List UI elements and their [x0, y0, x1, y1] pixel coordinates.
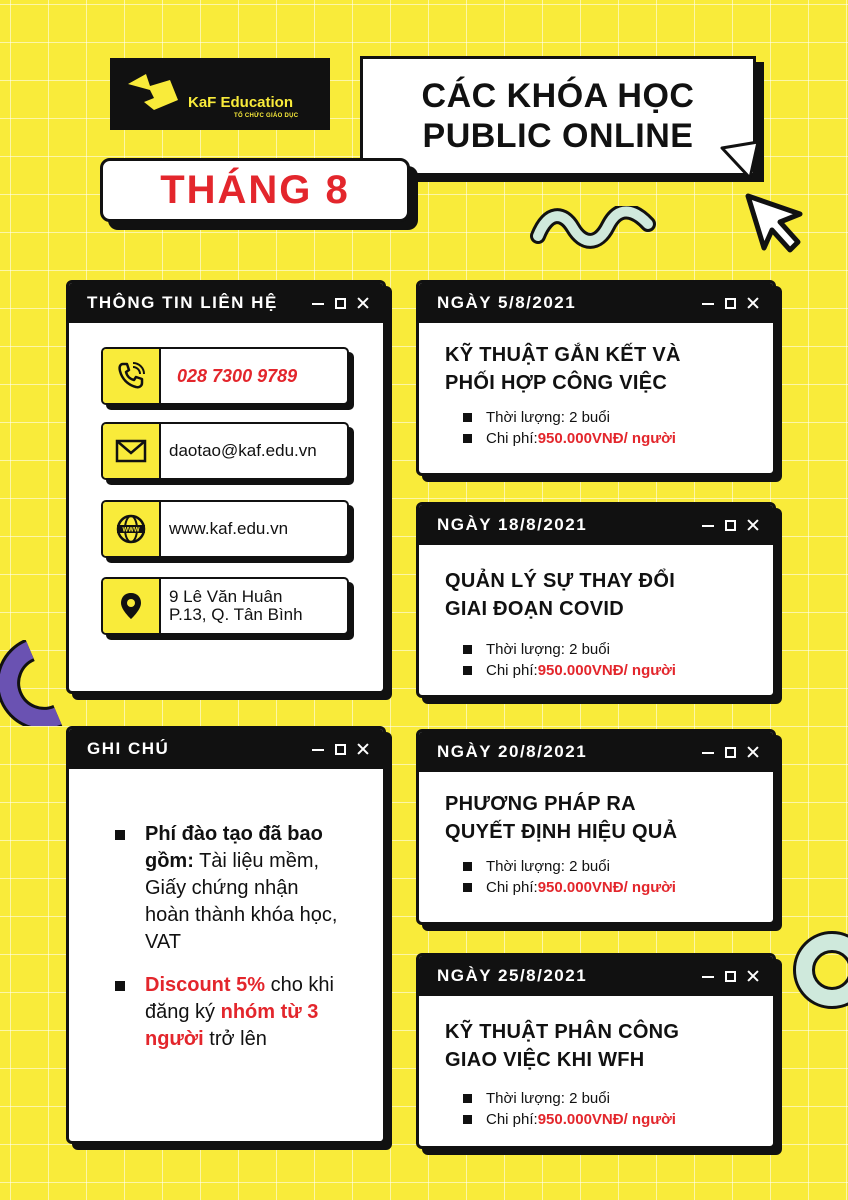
window-controls: [312, 297, 369, 309]
course-window: [416, 502, 776, 698]
course-cost-item: [463, 660, 773, 681]
address-text: [161, 588, 303, 624]
course-details: [445, 856, 773, 898]
window-controls: [702, 519, 759, 531]
website-url: www.kaf.edu.vn: [169, 519, 289, 538]
website-row[interactable]: [101, 500, 349, 558]
contact-window-titlebar: [69, 283, 383, 323]
note-item-tail: trở lên: [203, 1028, 267, 1050]
maximize-icon[interactable]: [335, 298, 346, 309]
course-name-line-2: QUYẾT ĐỊNH HIỆU QUẢ: [445, 821, 678, 843]
course-name-line-1: KỸ THUẬT PHÂN CÔNG: [445, 1021, 680, 1043]
note-item-text: [145, 972, 343, 1053]
squiggle-decoration: [528, 206, 658, 250]
maximize-icon[interactable]: [725, 971, 736, 982]
course-duration: Thời lượng: 2 buổi: [486, 1090, 610, 1107]
course-window-titlebar: [419, 956, 773, 996]
course-duration-item: [463, 856, 773, 877]
course-window-titlebar: [419, 732, 773, 772]
course-body: [419, 996, 773, 1130]
maximize-icon[interactable]: [725, 520, 736, 531]
notes-window-title: GHI CHÚ: [87, 739, 170, 758]
course-duration: Thời lượng: 2 buổi: [486, 641, 610, 658]
note-item: [115, 821, 343, 956]
course-duration-item: [463, 407, 773, 428]
notes-window: [66, 726, 386, 1144]
course-cost-label: Chi phí:: [486, 1111, 538, 1128]
note-item-text: [145, 821, 341, 956]
course-date: NGÀY 18/8/2021: [437, 515, 588, 534]
course-duration: Thời lượng: 2 buổi: [486, 409, 610, 426]
svg-text:WWW: WWW: [122, 527, 140, 534]
maximize-icon[interactable]: [335, 744, 346, 755]
window-controls: [312, 743, 369, 755]
course-body: [419, 772, 773, 898]
logo-tagline: TỔ CHỨC GIÁO DỤC: [234, 113, 299, 119]
month-label: THÁNG 8: [100, 158, 410, 222]
bullet: [115, 981, 125, 991]
course-details: [445, 407, 773, 449]
minimize-icon[interactable]: [702, 519, 714, 531]
bullet: [115, 830, 125, 840]
course-cost-value: 950.000VNĐ/ người: [537, 430, 676, 447]
close-icon[interactable]: [747, 297, 759, 309]
note-item-body: cho khi đăng ký: [145, 974, 334, 1023]
minimize-icon[interactable]: [702, 970, 714, 982]
globe-icon: [103, 502, 161, 556]
course-window: [416, 280, 776, 476]
close-icon[interactable]: [357, 297, 369, 309]
course-cost-item: [463, 877, 773, 898]
email-address: daotao@kaf.edu.vn: [169, 441, 317, 460]
kaf-logo: [110, 58, 330, 130]
note-item-body: Tài liệu mềm, Giấy chứng nhận hoàn thành khóa học, VAT: [145, 850, 338, 953]
phone-row[interactable]: [101, 347, 349, 405]
course-date: NGÀY 25/8/2021: [437, 966, 588, 985]
course-window-titlebar: [419, 283, 773, 323]
course-body: [419, 323, 773, 449]
email-row[interactable]: [101, 422, 349, 480]
notes-body: [69, 769, 383, 1053]
course-cost-item: [463, 428, 773, 449]
title-line-2: PUBLIC ONLINE: [422, 117, 694, 155]
course-details: [445, 1088, 773, 1130]
bullet: [463, 434, 472, 443]
bullet: [463, 1094, 472, 1103]
phone-icon: [103, 349, 161, 403]
course-details: [445, 639, 773, 681]
bullet: [463, 666, 472, 675]
close-icon[interactable]: [357, 743, 369, 755]
course-window-titlebar: [419, 505, 773, 545]
maximize-icon[interactable]: [725, 747, 736, 758]
window-controls: [702, 297, 759, 309]
bullet: [463, 862, 472, 871]
course-name-line-1: QUẢN LÝ SỰ THAY ĐỔI: [445, 570, 676, 592]
course-cost-label: Chi phí:: [486, 662, 538, 679]
location-pin-icon: [103, 579, 161, 633]
course-duration: Thời lượng: 2 buổi: [486, 858, 610, 875]
bullet: [463, 1115, 472, 1124]
bullet: [463, 883, 472, 892]
logo-brand: KaF Education: [188, 94, 294, 111]
close-icon[interactable]: [747, 970, 759, 982]
course-cost-label: Chi phí:: [486, 879, 538, 896]
course-duration-item: [463, 1088, 773, 1109]
close-icon[interactable]: [747, 746, 759, 758]
course-name-line-2: PHỐI HỢP CÔNG VIỆC: [445, 372, 668, 394]
cursor-icon: [742, 190, 808, 256]
ring-decoration-mint: [786, 928, 848, 1012]
course-cost-value: 950.000VNĐ/ người: [537, 662, 676, 679]
minimize-icon[interactable]: [312, 743, 324, 755]
bullet: [463, 645, 472, 654]
course-name-line-1: PHƯƠNG PHÁP RA: [445, 793, 636, 815]
bullet: [463, 413, 472, 422]
maximize-icon[interactable]: [725, 298, 736, 309]
course-cost-value: 950.000VNĐ/ người: [537, 879, 676, 896]
course-name-line-2: GIAI ĐOẠN COVID: [445, 598, 624, 620]
kaf-logo-mark-icon: [124, 70, 184, 116]
note-discount: Discount 5%: [145, 974, 266, 996]
minimize-icon[interactable]: [702, 297, 714, 309]
course-name-line-1: KỸ THUẬT GẮN KẾT VÀ: [445, 344, 681, 366]
notes-window-titlebar: [69, 729, 383, 769]
address-line-1: 9 Lê Văn Huân: [169, 587, 283, 606]
course-date: NGÀY 20/8/2021: [437, 742, 588, 761]
window-controls: [702, 970, 759, 982]
note-item-bold: Phí đào tạo đã bao gồm:: [145, 823, 323, 872]
course-cost-value: 950.000VNĐ/ người: [537, 1111, 676, 1128]
mail-icon: [103, 424, 161, 478]
course-name-line-2: GIAO VIỆC KHI WFH: [445, 1049, 645, 1071]
note-item: [115, 972, 343, 1053]
arc-decoration-purple: [0, 640, 74, 726]
note-group: nhóm từ 3 người: [145, 1001, 319, 1050]
address-line-2: P.13, Q. Tân Bình: [169, 605, 303, 624]
close-icon[interactable]: [747, 519, 759, 531]
course-window: [416, 729, 776, 925]
course-duration-item: [463, 639, 773, 660]
course-date: NGÀY 5/8/2021: [437, 293, 577, 312]
page-fold-decoration: [720, 140, 766, 186]
window-controls: [702, 746, 759, 758]
contact-window-title: THÔNG TIN LIÊN HỆ: [87, 293, 278, 312]
address-row: [101, 577, 349, 635]
course-window: [416, 953, 776, 1149]
title-line-1: CÁC KHÓA HỌC: [421, 77, 695, 115]
course-cost-item: [463, 1109, 773, 1130]
phone-number: 028 7300 9789: [177, 366, 298, 386]
title-box: [360, 56, 756, 176]
minimize-icon[interactable]: [702, 746, 714, 758]
course-body: [419, 545, 773, 681]
minimize-icon[interactable]: [312, 297, 324, 309]
course-cost-label: Chi phí:: [486, 430, 538, 447]
